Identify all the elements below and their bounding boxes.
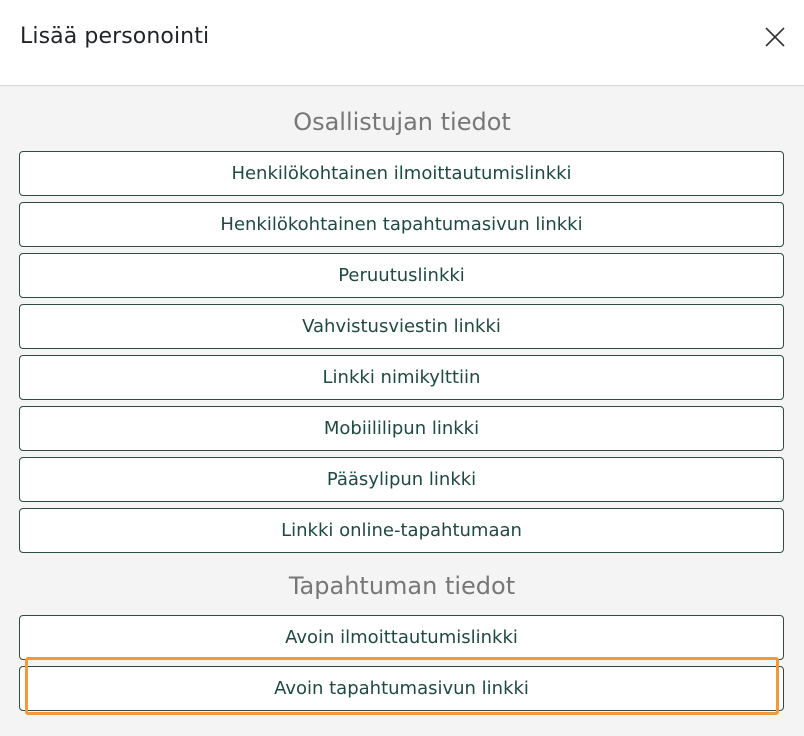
open-event-page-link-button[interactable]: Avoin tapahtumasivun linkki	[19, 666, 784, 711]
dialog-title: Lisää personointi	[20, 24, 210, 49]
name-badge-link-button[interactable]: Linkki nimikylttiin	[19, 355, 784, 400]
section-title-event: Tapahtuman tiedot	[288, 572, 516, 600]
participant-event-page-link-button[interactable]: Henkilökohtainen tapahtumasivun linkki	[19, 202, 784, 247]
close-icon	[760, 22, 790, 52]
participant-registration-link-button[interactable]: Henkilökohtainen ilmoittautumislinkki	[19, 151, 784, 196]
close-button[interactable]	[760, 22, 790, 52]
open-registration-link-button[interactable]: Avoin ilmoittautumislinkki	[19, 615, 784, 660]
entry-ticket-link-button[interactable]: Pääsylipun linkki	[19, 457, 784, 502]
section-title-participant: Osallistujan tiedot	[293, 108, 511, 136]
dialog-header	[0, 0, 804, 86]
cancellation-link-button[interactable]: Peruutuslinkki	[19, 253, 784, 298]
mobile-ticket-link-button[interactable]: Mobiililipun linkki	[19, 406, 784, 451]
confirmation-message-link-button[interactable]: Vahvistusviestin linkki	[19, 304, 784, 349]
dialog-body	[0, 86, 804, 736]
online-event-link-button[interactable]: Linkki online-tapahtumaan	[19, 508, 784, 553]
